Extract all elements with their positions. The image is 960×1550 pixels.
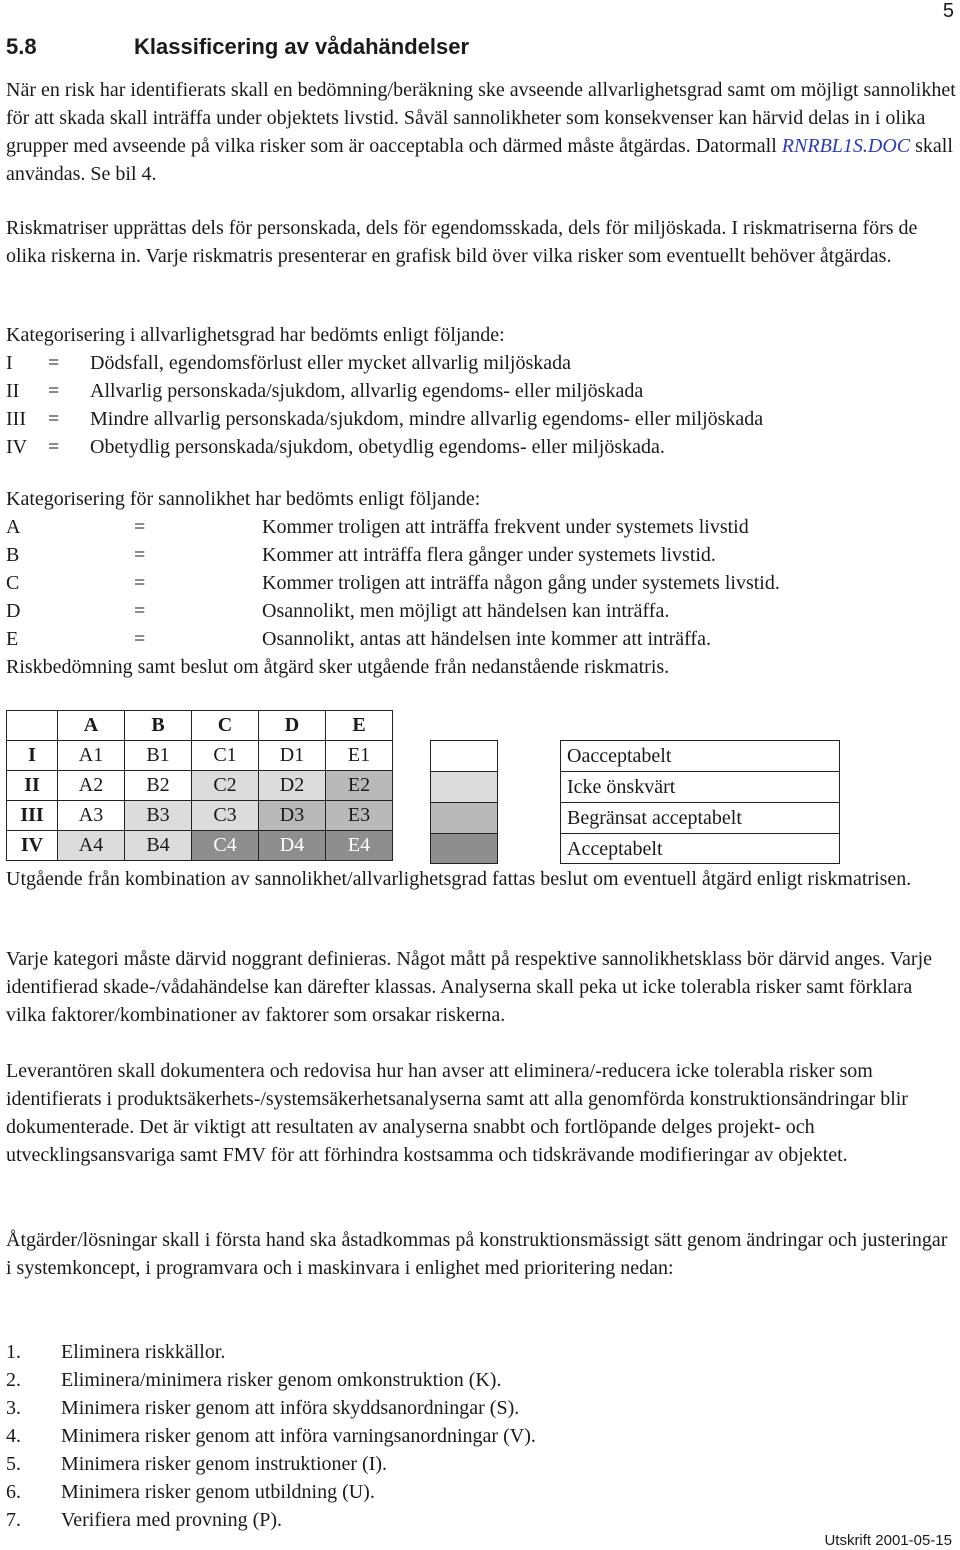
riskmatrix-paragraph: Riskmatriser upprättas dels för personskada, dels för egendomsskada, dels för miljöskada. I riskmatriserna förs de olika riskerna in. Varje riskmatris presenterar en grafisk bild över vilka risker som eventuellt behöver åtgärdas. — [6, 217, 918, 267]
matrix-row-header: III — [7, 801, 58, 831]
probability-desc: Kommer att inträffa flera gånger under systemets livstid. — [262, 544, 716, 566]
probability-equals: = — [134, 544, 146, 566]
matrix-cell: E3 — [326, 801, 393, 831]
probability-equals: = — [134, 516, 146, 538]
severity-list — [6, 349, 956, 461]
legend-item — [430, 802, 840, 833]
legend-swatch — [430, 771, 498, 802]
priority-text: Eliminera riskkällor. — [61, 1341, 226, 1363]
probability-item — [6, 597, 956, 625]
priority-item — [6, 1422, 956, 1450]
definition-paragraph: Varje kategori måste därvid noggrant definieras. Något mått på respektive sannolikhetsklass bör därvid anges. Varje identifierad skade-/vådahändelse kan därefter klassas. Analyserna skall peka ut icke tolerabla risker samt förklara vilka faktorer/kombinationer av faktorer som orsakar riskerna. — [6, 948, 933, 1026]
probability-desc: Osannolikt, antas att händelsen inte kommer att inträffa. — [262, 628, 711, 650]
priority-number: 5. — [6, 1453, 21, 1475]
matrix-cell: D2 — [259, 771, 326, 801]
matrix-cell: D1 — [259, 741, 326, 771]
severity-equals: = — [48, 408, 60, 430]
priority-text: Minimera risker genom att införa varningsanordningar (V). — [61, 1425, 536, 1447]
probability-item — [6, 513, 956, 541]
legend-gap — [498, 833, 560, 864]
matrix-column-header: B — [125, 711, 192, 741]
priority-text: Minimera risker genom utbildning (U). — [61, 1481, 375, 1503]
probability-item — [6, 625, 956, 653]
matrix-cell: B1 — [125, 741, 192, 771]
probability-section — [6, 485, 956, 681]
probability-equals: = — [134, 572, 146, 594]
priority-number: 1. — [6, 1341, 21, 1363]
severity-equals: = — [48, 352, 60, 374]
legend-item — [430, 740, 840, 771]
matrix-column-header: E — [326, 711, 393, 741]
intro-paragraph — [6, 76, 956, 188]
matrix-row-header: I — [7, 741, 58, 771]
legend-gap — [498, 802, 560, 833]
matrix-cell: C2 — [192, 771, 259, 801]
priority-item — [6, 1366, 956, 1394]
matrix-cell: C1 — [192, 741, 259, 771]
severity-item — [6, 377, 956, 405]
severity-desc: Allvarlig personskada/sjukdom, allvarlig egendoms- eller miljöskada — [90, 380, 644, 402]
matrix-row — [7, 741, 393, 771]
legend-label: Icke önskvärt — [560, 771, 840, 802]
probability-item — [6, 569, 956, 597]
matrix-column-header: D — [259, 711, 326, 741]
legend-label: Begränsat acceptabelt — [560, 802, 840, 833]
probability-code: B — [6, 544, 20, 566]
priority-item — [6, 1338, 956, 1366]
matrix-cell: E4 — [326, 831, 393, 861]
priority-item — [6, 1394, 956, 1422]
matrix-row-header: II — [7, 771, 58, 801]
severity-equals: = — [48, 436, 60, 458]
probability-equals: = — [134, 628, 146, 650]
matrix-cell: B3 — [125, 801, 192, 831]
priority-item — [6, 1478, 956, 1506]
probability-code: C — [6, 572, 20, 594]
probability-item — [6, 541, 956, 569]
priority-item — [6, 1450, 956, 1478]
legend-item — [430, 771, 840, 802]
matrix-cell: D4 — [259, 831, 326, 861]
probability-desc: Osannolikt, men möjligt att händelsen kan inträffa. — [262, 600, 670, 622]
matrix-column-header: C — [192, 711, 259, 741]
matrix-row-header: IV — [7, 831, 58, 861]
matrix-column-header: A — [58, 711, 125, 741]
legend-swatch — [430, 833, 498, 864]
section-title: Klassificering av vådahändelser — [134, 34, 470, 59]
priority-text: Verifiera med provning (P). — [61, 1509, 283, 1531]
supplier-paragraph: Leverantören skall dokumentera och redovisa hur han avser att eliminera/-reducera icke tolerabla risker som identifierats i produktsäkerhets-/systemsäkerhetsanalyserna samt att alla genomförda konstruktionsändringar blir dokumenterade. Det är viktigt att resultaten av analyserna snabbt och fortlöpande delges projekt- och utvecklingsansvariga samt FMV för att förhindra kostsamma och tidskrävande modifieringar av objektet. — [6, 1060, 908, 1166]
legend-swatch — [430, 740, 498, 771]
legend-item — [430, 833, 840, 864]
severity-code: IV — [6, 436, 28, 458]
page-number: 5 — [942, 0, 954, 22]
severity-item — [6, 349, 956, 377]
intro-text-before: När en risk har identifierats skall en bedömning/beräkning ske avseende allvarlighetsgrad samt om möjligt sannolikhet för att skada skall inträffa under objektets livstid. Såväl sannolikheter som konsekvenser kan härvid delas in i olika grupper med avseende på vilka risker som är oacceptabla och därmed måste åtgärdas. Datormall — [6, 79, 956, 157]
matrix-cell: A4 — [58, 831, 125, 861]
priority-number: 6. — [6, 1481, 21, 1503]
probability-desc: Kommer troligen att inträffa frekvent under systemets livstid — [262, 516, 749, 538]
priority-number: 2. — [6, 1369, 21, 1391]
probability-code: D — [6, 600, 21, 622]
intro-text-after: skall användas. Se bil 4. — [6, 135, 953, 185]
matrix-corner — [7, 711, 58, 741]
template-link[interactable]: RNRBL1S.DOC — [781, 135, 911, 157]
legend-label: Acceptabelt — [560, 833, 840, 864]
matrix-row — [7, 831, 393, 861]
probability-code: A — [6, 516, 21, 538]
matrix-cell: C4 — [192, 831, 259, 861]
matrix-cell: E2 — [326, 771, 393, 801]
severity-code: II — [6, 380, 20, 402]
legend-gap — [498, 740, 560, 771]
matrix-cell: A1 — [58, 741, 125, 771]
priority-text: Minimera risker genom instruktioner (I). — [61, 1453, 388, 1475]
probability-desc: Kommer troligen att inträffa någon gång under systemets livstid. — [262, 572, 780, 594]
matrix-row — [7, 801, 393, 831]
severity-equals: = — [48, 380, 60, 402]
priority-text: Minimera risker genom att införa skyddsanordningar (S). — [61, 1397, 520, 1419]
priority-item — [6, 1506, 956, 1534]
matrix-cell: E1 — [326, 741, 393, 771]
section-number: 5.8 — [6, 34, 37, 59]
section-heading — [6, 34, 469, 60]
probability-outro: Riskbedömning samt beslut om åtgärd sker utgående från nedanstående riskmatris. — [6, 656, 670, 678]
severity-desc: Dödsfall, egendomsförlust eller mycket allvarlig miljöskada — [90, 352, 571, 374]
risk-legend — [430, 740, 840, 864]
severity-code: III — [6, 408, 26, 430]
severity-section — [6, 321, 956, 461]
legend-gap — [498, 771, 560, 802]
severity-item — [6, 433, 956, 461]
severity-item — [6, 405, 956, 433]
legend-swatch — [430, 802, 498, 833]
risk-matrix — [6, 710, 393, 861]
probability-code: E — [6, 628, 19, 650]
probability-intro: Kategorisering för sannolikhet har bedömts enligt följande: — [6, 488, 481, 510]
severity-intro: Kategorisering i allvarlighetsgrad har bedömts enligt följande: — [6, 324, 505, 346]
probability-list — [6, 513, 956, 653]
severity-code: I — [6, 352, 13, 374]
decision-paragraph: Utgående från kombination av sannolikhet/allvarlighetsgrad fattas beslut om eventuell åtgärd enligt riskmatrisen. — [6, 868, 912, 890]
priority-text: Eliminera/minimera risker genom omkonstruktion (K). — [61, 1369, 502, 1391]
priority-number: 4. — [6, 1425, 21, 1447]
severity-desc: Mindre allvarlig personskada/sjukdom, mindre allvarlig egendoms- eller miljöskada — [90, 408, 764, 430]
severity-desc: Obetydlig personskada/sjukdom, obetydlig egendoms- eller miljöskada. — [90, 436, 665, 458]
matrix-cell: A2 — [58, 771, 125, 801]
measures-paragraph: Åtgärder/lösningar skall i första hand ska åstadkommas på konstruktionsmässigt sätt genom ändringar och justeringar i systemkoncept, i programvara och i maskinvara i enlighet med prioritering nedan: — [6, 1229, 948, 1279]
matrix-cell: D3 — [259, 801, 326, 831]
probability-equals: = — [134, 600, 146, 622]
matrix-cell: B4 — [125, 831, 192, 861]
priority-number: 7. — [6, 1509, 21, 1531]
matrix-cell: C3 — [192, 801, 259, 831]
matrix-header-row — [7, 711, 393, 741]
matrix-cell: A3 — [58, 801, 125, 831]
priority-list — [6, 1338, 956, 1534]
matrix-cell: B2 — [125, 771, 192, 801]
legend-label: Oacceptabelt — [560, 740, 840, 771]
print-date: Utskrift 2001-05-15 — [824, 1532, 952, 1549]
priority-number: 3. — [6, 1397, 21, 1419]
matrix-row — [7, 771, 393, 801]
